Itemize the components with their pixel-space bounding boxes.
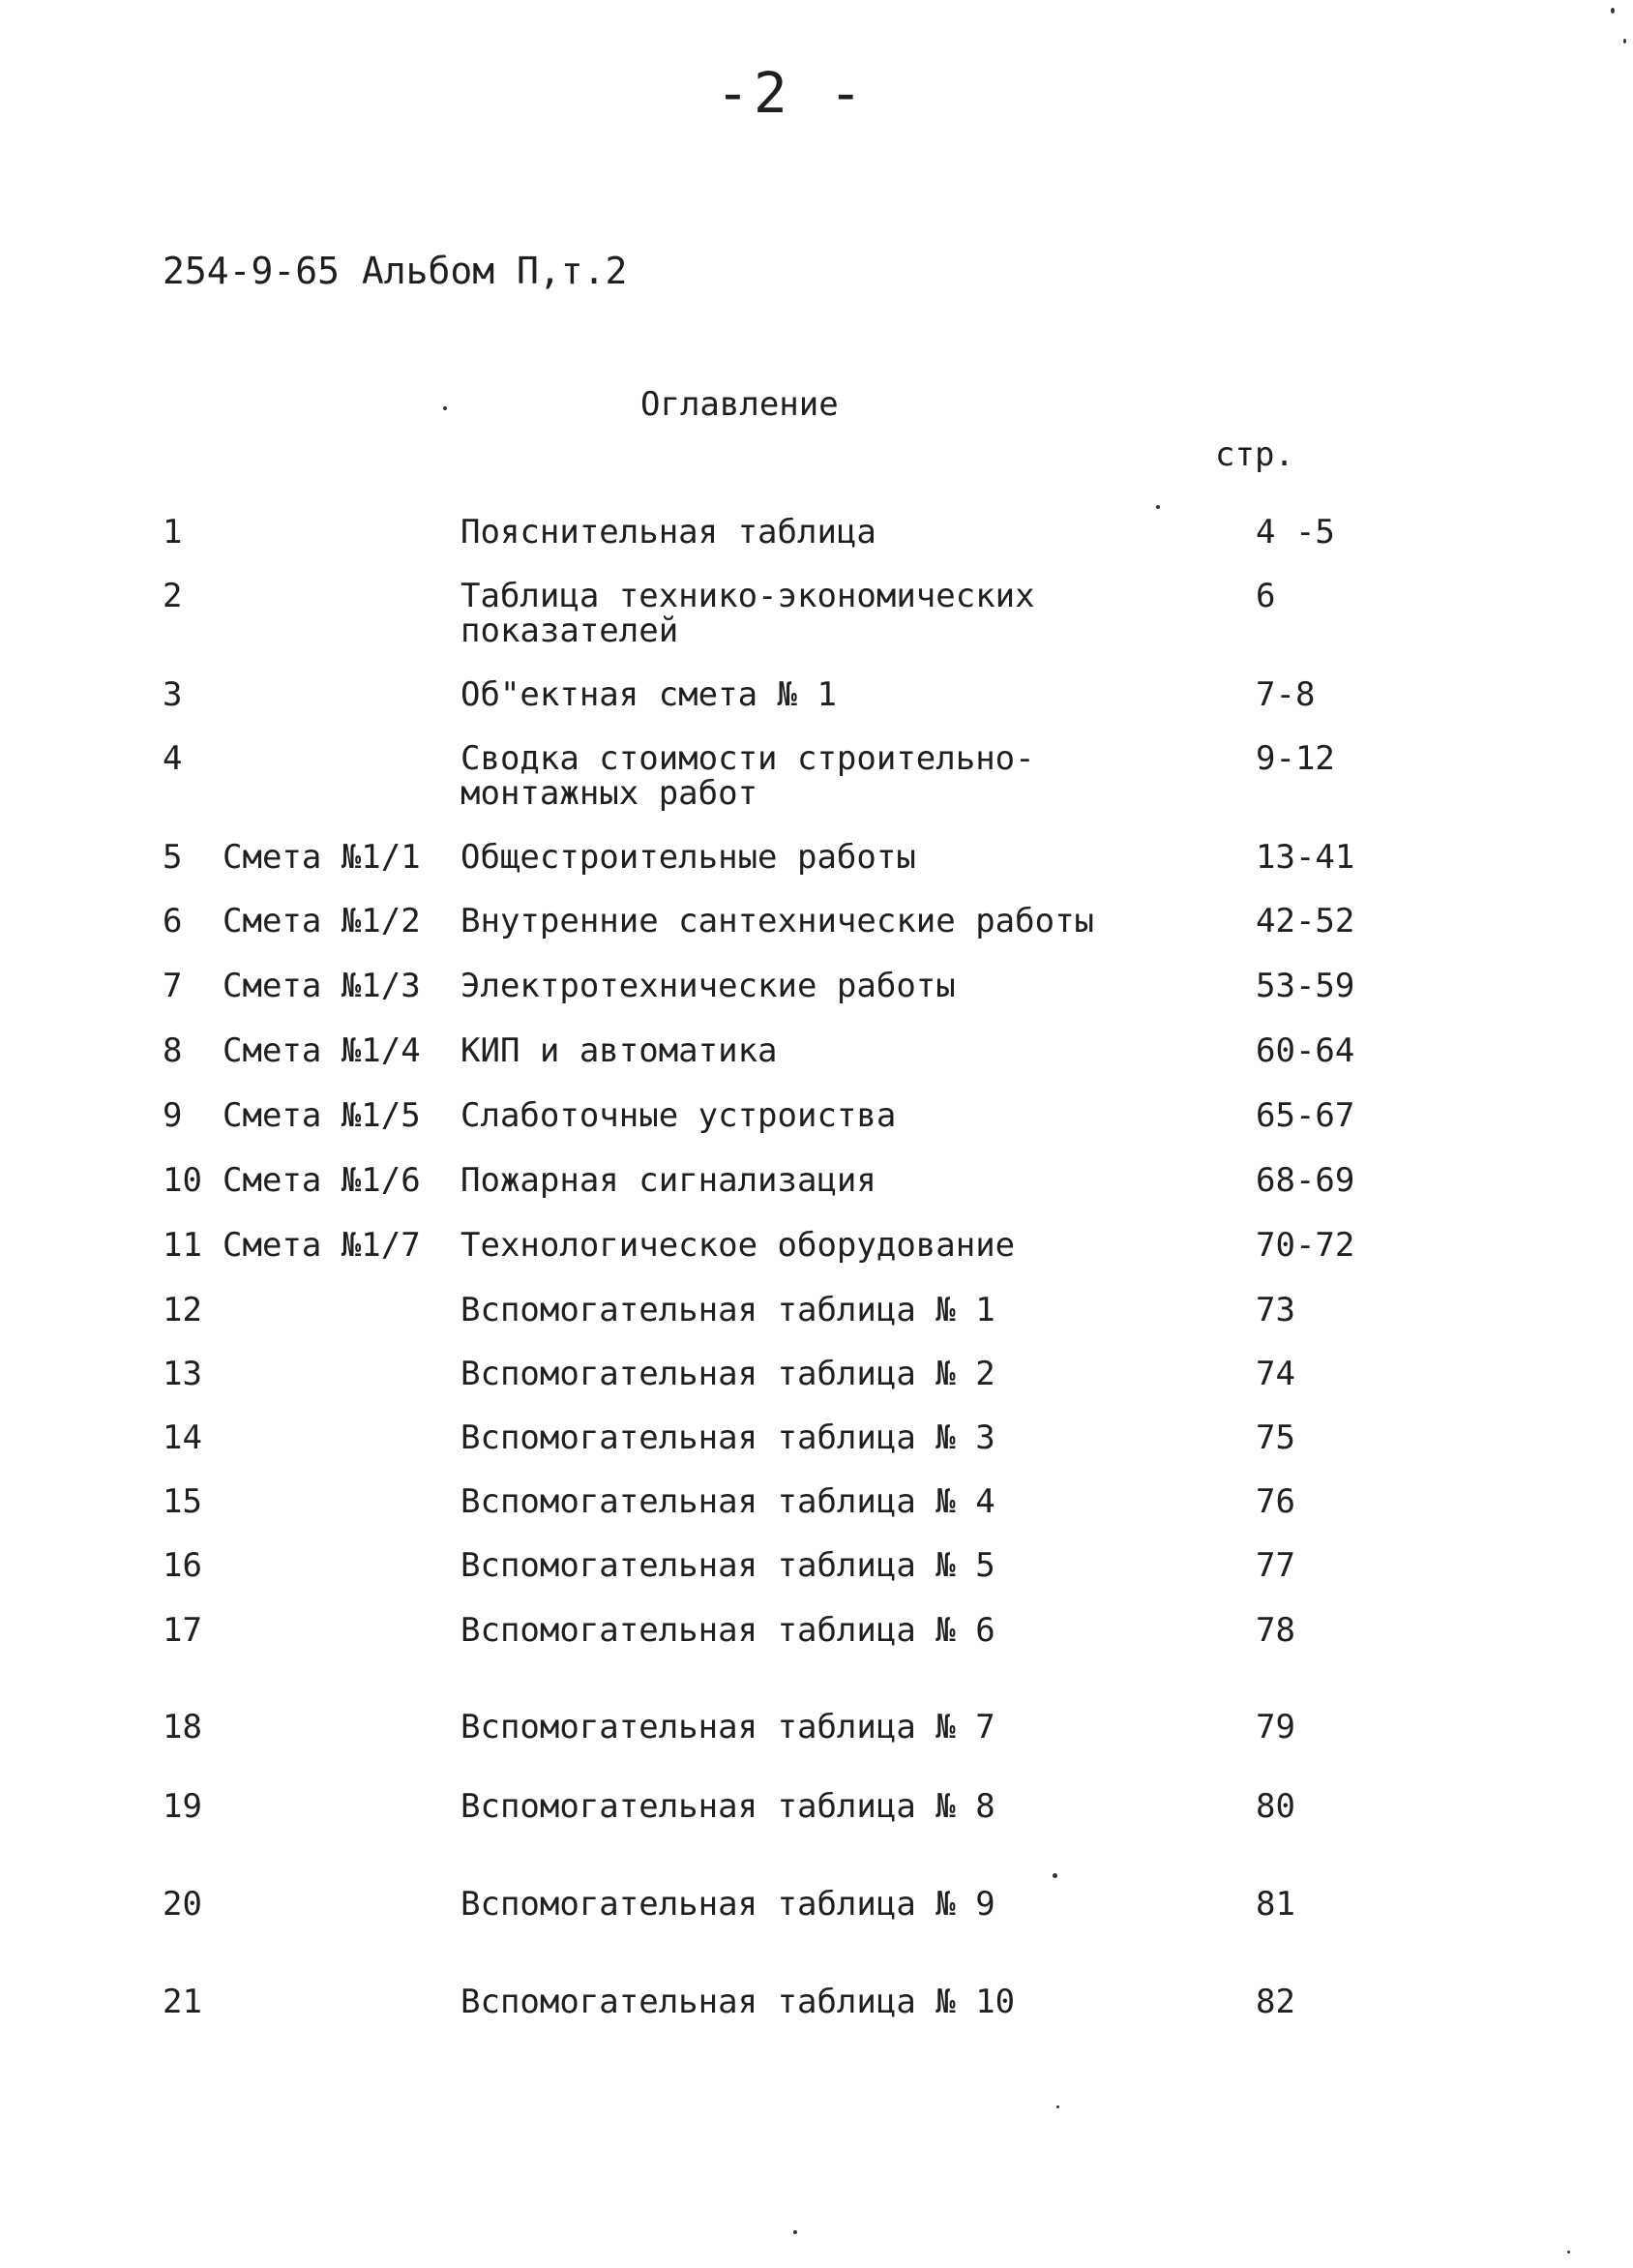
toc-entry-page: 76	[1256, 1482, 1295, 1521]
scan-speck	[1623, 39, 1626, 44]
toc-entry-number: 9	[163, 1096, 183, 1135]
toc-entry-estimate: Смета №1/3	[223, 967, 421, 1005]
toc-entry-title: Электротехнические работы	[460, 967, 956, 1005]
toc-entry-page: 78	[1256, 1611, 1295, 1650]
toc-entry-title: Общестроительные работы	[460, 838, 916, 877]
toc-entry-number: 8	[163, 1031, 183, 1070]
toc-entry-number: 18	[163, 1708, 202, 1746]
toc-entry-page: 73	[1256, 1291, 1295, 1329]
toc-entry-title: Слаботочные устроиства	[460, 1096, 897, 1135]
toc-entry-number: 13	[163, 1355, 202, 1393]
toc-entry-title: Об"ектная смета № 1	[460, 675, 837, 714]
toc-entry-page: 65-67	[1256, 1096, 1355, 1135]
toc-entry-title: Пояснительная таблица	[460, 513, 876, 552]
toc-entry-page: 77	[1256, 1546, 1295, 1585]
toc-entry-number: 5	[163, 838, 183, 877]
toc-entry-number: 19	[163, 1787, 202, 1826]
scan-speck	[1567, 2251, 1570, 2253]
toc-entry-page: 74	[1256, 1355, 1295, 1393]
toc-entry-estimate: Смета №1/7	[223, 1226, 421, 1265]
toc-entry-number: 17	[163, 1611, 202, 1650]
toc-entry-page: 6	[1256, 577, 1276, 615]
page-number: -2 -	[716, 60, 867, 126]
toc-entry-title: Вспомогательная таблица № 4	[460, 1482, 995, 1521]
page-column-header: стр.	[1215, 435, 1294, 474]
toc-entry-estimate: Смета №1/6	[223, 1161, 421, 1200]
toc-entry-estimate: Смета №1/4	[223, 1031, 421, 1070]
scan-speck	[793, 2230, 797, 2234]
toc-entry-page: 75	[1256, 1418, 1295, 1457]
toc-heading: Оглавление	[640, 385, 839, 424]
toc-entry-title: Вспомогательная таблица № 8	[460, 1787, 995, 1826]
toc-entry-title: Вспомогательная таблица № 2	[460, 1355, 995, 1393]
scan-speck	[443, 406, 447, 410]
toc-entry-number: 11	[163, 1226, 202, 1265]
toc-entry-page: 9-12	[1256, 739, 1335, 778]
toc-entry-estimate: Смета №1/5	[223, 1096, 421, 1135]
toc-entry-page: 68-69	[1256, 1161, 1355, 1200]
toc-entry-number: 3	[163, 675, 183, 714]
toc-entry-title: Вспомогательная таблица № 3	[460, 1418, 995, 1457]
toc-entry-title: Пожарная сигнализация	[460, 1161, 876, 1200]
scan-speck	[1056, 2105, 1059, 2108]
toc-entry-title: Вспомогательная таблица № 7	[460, 1708, 995, 1746]
toc-entry-page: 79	[1256, 1708, 1295, 1746]
toc-entry-page: 7-8	[1256, 675, 1316, 714]
toc-entry-page: 4 -5	[1256, 513, 1335, 552]
toc-entry-title: Вспомогательная таблица № 5	[460, 1546, 995, 1585]
toc-entry-title: Внутренние сантехнические работы	[460, 902, 1095, 940]
toc-entry-page: 70-72	[1256, 1226, 1355, 1265]
toc-entry-page: 81	[1256, 1885, 1295, 1924]
toc-entry-page: 13-41	[1256, 838, 1355, 877]
toc-entry-estimate: Смета №1/1	[223, 838, 421, 877]
toc-entry-page: 60-64	[1256, 1031, 1355, 1070]
toc-entry-number: 21	[163, 1983, 202, 2021]
toc-entry-title: Вспомогательная таблица № 9	[460, 1885, 995, 1924]
toc-entry-title: Вспомогательная таблица № 10	[460, 1983, 1016, 2021]
scan-speck	[1053, 1873, 1057, 1878]
toc-entry-title: Вспомогательная таблица № 6	[460, 1611, 995, 1650]
toc-entry-number: 14	[163, 1418, 202, 1457]
toc-entry-number: 12	[163, 1291, 202, 1329]
toc-entry-number: 6	[163, 902, 183, 940]
toc-entry-title: КИП и автоматика	[460, 1031, 778, 1070]
toc-entry-number: 20	[163, 1885, 202, 1924]
toc-entry-number: 7	[163, 967, 183, 1005]
toc-entry-page: 80	[1256, 1787, 1295, 1826]
toc-entry-number: 10	[163, 1161, 202, 1200]
toc-entry-page: 53-59	[1256, 967, 1355, 1005]
toc-entry-number: 15	[163, 1482, 202, 1521]
toc-entry-page: 82	[1256, 1983, 1295, 2021]
toc-entry-title: Вспомогательная таблица № 1	[460, 1291, 995, 1329]
toc-entry-number: 2	[163, 577, 183, 615]
toc-entry-number: 1	[163, 513, 183, 552]
scan-speck	[1156, 505, 1160, 509]
toc-entry-title: Таблица технико-экономических показателей	[460, 577, 1035, 650]
toc-entry-number: 4	[163, 739, 183, 778]
toc-entry-title: Сводка стоимости строительно-монтажных работ	[460, 739, 1035, 813]
document-code: 254-9-65 Альбом П,т.2	[163, 250, 628, 292]
toc-entry-title: Технологическое оборудование	[460, 1226, 1016, 1265]
scan-speck	[1611, 8, 1615, 14]
toc-entry-number: 16	[163, 1546, 202, 1585]
toc-entry-estimate: Смета №1/2	[223, 902, 421, 940]
toc-entry-page: 42-52	[1256, 902, 1355, 940]
